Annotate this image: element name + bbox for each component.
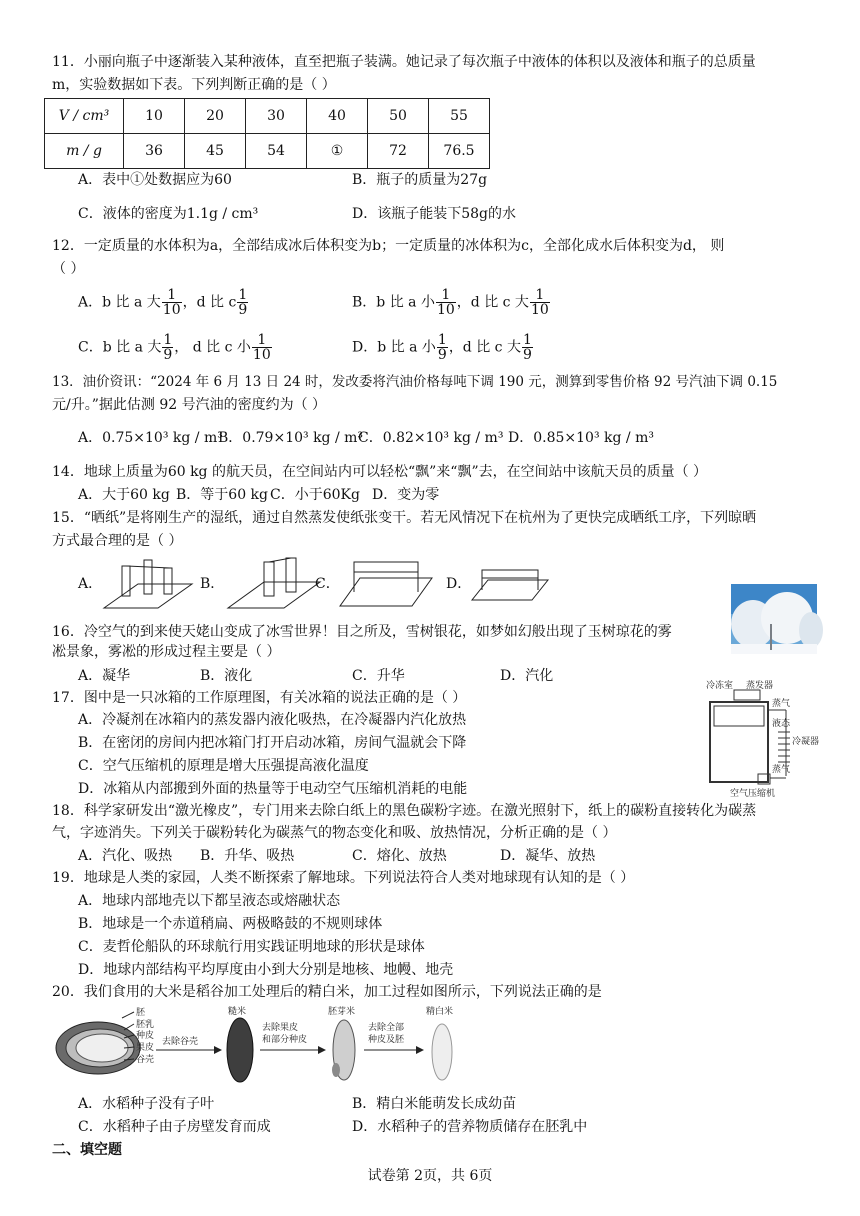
section-heading: 二、填空题 (52, 1142, 122, 1158)
q13-option-a[interactable]: A．0.75×10³ kg / m³ (78, 430, 223, 446)
denominator: 9 (163, 347, 173, 363)
option-text: ，d 比 c (182, 294, 237, 311)
denominator: 9 (437, 347, 447, 363)
denominator: 10 (162, 302, 181, 318)
q12-option-a[interactable] (78, 288, 249, 317)
table-cell: 10 (124, 99, 185, 134)
q20-option-a[interactable]: A．水稻种子没有子叶 (78, 1096, 215, 1112)
table-cell: 54 (246, 134, 307, 169)
q19-option-a[interactable]: A．地球内部地壳以下都呈液态或熔融状态 (78, 893, 341, 909)
label-step3a: 去除全部 (368, 1023, 405, 1033)
q13-stem-line1: 13．油价资讯：“2024 年 6 月 13 日 24 时，发改委将汽油价格每吨下调 190 元，测算到零售价格 92 号汽油下调 0.15 (52, 374, 778, 390)
fraction (162, 333, 173, 362)
label-seed-coat: 种皮 (136, 1031, 155, 1041)
fraction (530, 288, 550, 317)
q12-stem-line2: （ ） (52, 261, 85, 277)
denominator: 9 (238, 302, 248, 318)
fraction (522, 333, 533, 362)
q16-stem-line1: 16．冷空气的到来使天姥山变成了冰雪世界！目之所及，雪树银花，如梦如幻般出现了玉树琼花的雾 (52, 624, 672, 640)
option-text: ，d 比 c 大 (448, 339, 521, 356)
drying-setup-a-figure (100, 552, 196, 612)
option-text: ， d 比 c 小 (174, 339, 251, 356)
q18-option-b[interactable]: B．升华、吸热 (200, 848, 295, 864)
q18-option-d[interactable]: D．凝华、放热 (500, 848, 596, 864)
q18-stem-line1: 18．科学家研发出“激光橡皮”，专门用来去除白纸上的黑色碳粉字迹。在激光照射下，纸上的碳粉直接转化为碳蒸 (52, 803, 757, 819)
q11-option-a[interactable]: A．表中①处数据应为60 (78, 172, 232, 188)
table-head-mass: m / g (45, 134, 124, 169)
q14-option-d[interactable]: D．变为零 (372, 487, 440, 503)
option-text: D．b 比 a 小 (352, 339, 436, 356)
q19-option-d[interactable]: D．地球内部结构平均厚度由小到大分别是地核、地幔、地壳 (78, 962, 454, 978)
q12-option-b[interactable] (352, 288, 551, 317)
table-cell: 45 (185, 134, 246, 169)
table-cell: 55 (429, 99, 490, 134)
q14-option-a[interactable]: A．大于60 kg (78, 487, 170, 503)
table-cell: 36 (124, 134, 185, 169)
q11-option-d[interactable]: D．该瓶子能装下58g的水 (352, 206, 517, 222)
option-text: A．b 比 a 大 (78, 294, 161, 311)
table-cell: 30 (246, 99, 307, 134)
table-cell: 40 (307, 99, 368, 134)
q13-option-b[interactable]: B．0.79×10³ kg / m³ (218, 430, 364, 446)
numerator: 1 (162, 288, 182, 303)
label-liquid: 液态 (772, 719, 791, 729)
table-cell: 76.5 (429, 134, 490, 169)
q17-stem: 17．图中是一只冰箱的工作原理图，有关冰箱的说法正确的是（ ） (52, 690, 467, 706)
drying-setup-c-figure (336, 556, 436, 610)
fraction (437, 333, 448, 362)
denominator: 10 (530, 302, 549, 318)
label-germ-rice: 胚芽米 (328, 1007, 356, 1017)
label-pericarp: 果皮 (136, 1043, 155, 1053)
q20-option-b[interactable]: B．精白米能萌发长成幼苗 (352, 1096, 517, 1112)
denominator: 10 (252, 347, 271, 363)
label-step1: 去除谷壳 (162, 1037, 199, 1047)
fraction (252, 333, 272, 362)
q13-stem-line2: 元/升。”据此估测 92 号汽油的密度约为（ ） (52, 397, 327, 413)
option-text: ，d 比 c 大 (456, 294, 529, 311)
q19-option-c[interactable]: C．麦哲伦船队的环球航行用实践证明地球的形状是球体 (78, 939, 425, 955)
q19-option-b[interactable]: B．地球是一个赤道稍扁、两极略鼓的不规则球体 (78, 916, 383, 932)
q16-option-a[interactable]: A．凝华 (78, 668, 131, 684)
denominator: 9 (522, 347, 532, 363)
table-cell: 20 (185, 99, 246, 134)
label-vapor-top: 蒸气 (772, 699, 791, 709)
fraction (436, 288, 456, 317)
q20-stem: 20．我们食用的大米是稻谷加工处理后的精白米，加工过程如图所示，下列说法正确的是 (52, 984, 602, 1000)
q13-option-d[interactable]: D．0.85×10³ kg / m³ (508, 430, 654, 446)
label-condenser: 冷凝器 (792, 737, 820, 747)
numerator: 1 (252, 333, 272, 348)
q19-stem: 19．地球是人类的家园，人类不断探索了解地球。下列说法符合人类对地球现有认知的是（ ） (52, 870, 635, 886)
q11-stem-line2: m，实验数据如下表。下列判断正确的是（ ） (52, 77, 336, 93)
table-head-volume: V / cm³ (45, 99, 124, 134)
rime-ice-photo (731, 584, 817, 654)
q11-data-table (44, 98, 490, 169)
drying-setup-d-figure (468, 564, 552, 604)
q12-stem-line1: 12．一定质量的水体积为a，全部结成冰后体积变为b；一定质量的冰体积为c，全部化成水后体积变为d， 则 (52, 238, 725, 254)
q11-option-b[interactable]: B．瓶子的质量为27g (352, 172, 488, 188)
q17-option-b[interactable]: B．在密闭的房间内把冰箱门打开启动冰箱，房间气温就会下降 (78, 735, 467, 751)
option-text: B．b 比 a 小 (352, 294, 435, 311)
q20-option-c[interactable]: C．水稻种子由子房壁发育而成 (78, 1119, 271, 1135)
q15-stem-line1: 15．“晒纸”是将刚生产的湿纸，通过自然蒸发使纸张变干。若无风情况下在杭州为了更快完成晒纸工序，下列晾晒 (52, 510, 757, 526)
fraction (162, 288, 182, 317)
denominator: 10 (436, 302, 455, 318)
numerator: 1 (163, 332, 173, 348)
label-step2b: 和部分种皮 (262, 1035, 308, 1045)
q17-option-c[interactable]: C．空气压缩机的原理是增大压强提高液化温度 (78, 758, 369, 774)
q18-option-a[interactable]: A．汽化、吸热 (78, 848, 173, 864)
rice-processing-diagram (52, 1004, 472, 1088)
refrigerator-diagram (700, 680, 820, 800)
q14-option-b[interactable]: B．等于60 kg (176, 487, 268, 503)
numerator: 1 (238, 287, 248, 303)
numerator: 1 (436, 288, 456, 303)
label-compressor: 空气压缩机 (730, 789, 776, 799)
q16-stem-line2: 凇景象，雾凇的形成过程主要是（ ） (52, 644, 281, 660)
q16-option-b[interactable]: B．液化 (200, 668, 253, 684)
table-row-mass (45, 134, 490, 169)
label-step2a: 去除果皮 (262, 1023, 299, 1033)
page-footer: 试卷第 2页，共 6页 (367, 1168, 493, 1184)
q15-option-a[interactable]: A． (78, 576, 103, 592)
q12-option-c[interactable] (78, 333, 273, 362)
q15-option-b[interactable]: B． (200, 576, 225, 592)
numerator: 1 (522, 332, 532, 348)
label-white-rice: 精白米 (426, 1007, 454, 1017)
q17-option-d[interactable]: D．冰箱从内部搬到外面的热量等于电动空气压缩机消耗的电能 (78, 781, 468, 797)
q11-stem-line1: 11．小丽向瓶子中逐渐装入某种液体，直至把瓶子装满。她记录了每次瓶子中液体的体积以及液体和瓶子的总质量 (52, 54, 756, 70)
label-vapor-bottom: 蒸气 (772, 765, 791, 775)
q16-option-d[interactable]: D．汽化 (500, 668, 554, 684)
numerator: 1 (437, 332, 447, 348)
label-embryo: 胚 (136, 1008, 146, 1018)
q20-option-d[interactable]: D．水稻种子的营养物质储存在胚乳中 (352, 1119, 588, 1135)
table-cell: 50 (368, 99, 429, 134)
option-text: C．b 比 a 大 (78, 339, 162, 356)
q18-stem-line2: 气，字迹消失。下列关于碳粉转化为碳蒸气的物态变化和吸、放热情况，分析正确的是（ ） (52, 825, 617, 841)
q11-option-c[interactable]: C．液体的密度为1.1g / cm³ (78, 206, 259, 222)
numerator: 1 (530, 288, 550, 303)
q14-stem: 14．地球上质量为60 kg 的航天员，在空间站内可以轻松“飘”来“飘”去，在空间站中该航天员的质量（ ） (52, 464, 708, 480)
q15-stem-line2: 方式最合理的是（ ） (52, 533, 183, 549)
label-endosperm: 胚乳 (136, 1020, 155, 1030)
label-evaporator: 蒸发器 (746, 681, 774, 691)
q14-option-c[interactable]: C．小于60Kg (270, 487, 360, 503)
table-cell: ① (307, 134, 368, 169)
table-row-volume (45, 99, 490, 134)
table-cell: 72 (368, 134, 429, 169)
label-husk: 谷壳 (136, 1055, 155, 1065)
label-step3b: 种皮及胚 (368, 1035, 405, 1045)
drying-setup-b-figure (224, 552, 324, 612)
q12-option-d[interactable] (352, 333, 534, 362)
q15-option-c[interactable]: C． (315, 576, 340, 592)
label-brown-rice: 糙米 (228, 1007, 247, 1017)
q16-option-c[interactable]: C．升华 (352, 668, 405, 684)
q13-option-c[interactable]: C．0.82×10³ kg / m³ (358, 430, 504, 446)
q15-option-d[interactable]: D． (446, 576, 472, 592)
fraction (237, 288, 248, 317)
q18-option-c[interactable]: C．熔化、放热 (352, 848, 447, 864)
q17-option-a[interactable]: A．冷凝剂在冰箱内的蒸发器内液化吸热，在冷凝器内汽化放热 (78, 712, 467, 728)
label-freezer: 冷冻室 (706, 681, 734, 691)
